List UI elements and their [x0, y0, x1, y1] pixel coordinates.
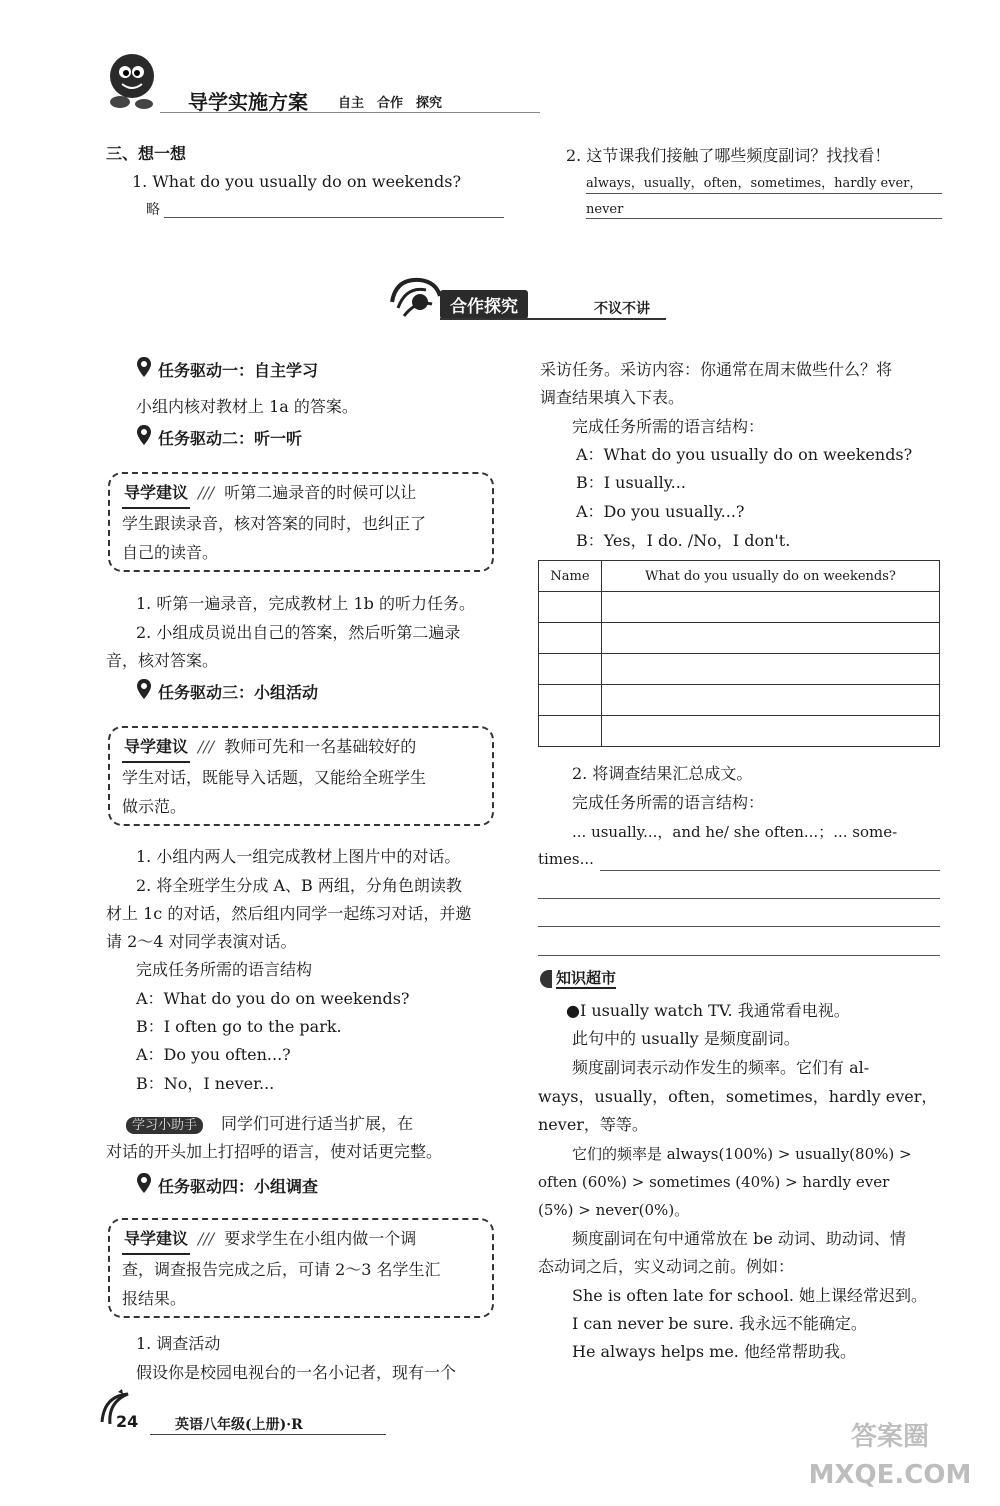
helper-line1: 学习小助手 同学们可进行适当扩展，在 — [126, 1110, 413, 1140]
tip1-line2: 学生跟读录音，核对答案的同时，也纠正了 — [122, 514, 427, 533]
task3-dialog-3: A：Do you often...? — [136, 1045, 291, 1064]
page-number: 24 — [116, 1412, 139, 1431]
table-row — [539, 592, 940, 623]
tip2-line2: 学生对话，既能导入话题，又能给全班学生 — [122, 768, 427, 787]
table-row — [539, 716, 940, 747]
helper-line2: 对话的开头加上打招呼的语言，使对话更完整。 — [106, 1142, 443, 1161]
table-row — [539, 654, 940, 685]
footer-book: 英语八年级(上册)·R — [175, 1417, 303, 1433]
tip-label: 导学建议 — [122, 1224, 190, 1255]
tip-label: 导学建议 — [122, 478, 190, 509]
right-structure-2: 完成任务所需的语言结构： — [572, 793, 765, 812]
banner-swirl-icon — [386, 272, 446, 324]
example-2: I can never be sure. 我永远不能确定。 — [572, 1314, 867, 1333]
location-pin-icon — [136, 678, 152, 709]
header-title: 导学实施方案 — [188, 90, 308, 114]
slash-icon: /// — [198, 737, 215, 756]
table-cell — [602, 654, 940, 685]
task2-item2-line1: 2. 小组成员说出自己的答案，然后听第二遍录 — [136, 623, 461, 642]
knowledge-5-line1: 频度副词在句中通常放在 be 动词、助动词、情 — [572, 1229, 906, 1248]
knowledge-3-line3: never，等等。 — [538, 1115, 648, 1134]
answer-line-1 — [164, 217, 504, 218]
think-answer-1: 略 — [146, 202, 160, 218]
table-header-name: Name — [539, 561, 602, 592]
task1-title: 任务驱动一：自主学习 — [136, 356, 318, 387]
right-cont-line1: 采访任务。采访内容：你通常在周末做些什么？将 — [540, 360, 893, 379]
tip2-line1: 教师可先和一名基础较好的 — [224, 737, 417, 756]
task3-item2-line3: 请 2～4 对同学表演对话。 — [106, 932, 297, 951]
writing-line — [538, 898, 940, 899]
think-heading: 三、想一想 — [106, 144, 187, 163]
watermark: 答案圈 MXQE.COM — [808, 1422, 972, 1490]
tip3-line1: 要求学生在小组内做一个调 — [224, 1229, 417, 1248]
task3-item2-line1: 2. 将全班学生分成 A、B 两组，分角色朗读教 — [136, 876, 462, 895]
tip1-line1: 听第二遍录音的时候可以让 — [224, 483, 417, 502]
writing-line — [538, 926, 940, 927]
table-header-row — [539, 561, 940, 592]
table-cell — [602, 623, 940, 654]
slash-icon: /// — [198, 483, 215, 502]
table-cell — [539, 623, 602, 654]
task4-title: 任务驱动四：小组调查 — [136, 1172, 318, 1203]
task3-title: 任务驱动三：小组活动 — [136, 678, 318, 709]
writing-line — [600, 870, 940, 871]
task2-item1: 1. 听第一遍录音，完成教材上 1b 的听力任务。 — [136, 594, 475, 613]
right-dialog-4: B：Yes，I do. /No，I don't. — [576, 531, 791, 550]
task4-item1-text: 假设你是校园电视台的一名小记者，现有一个 — [136, 1363, 457, 1382]
survey-table — [538, 560, 940, 747]
task4-item1: 1. 调查活动 — [136, 1334, 221, 1353]
example-1: She is often late for school. 她上课经常迟到。 — [572, 1286, 928, 1305]
knowledge-5-line2: 态动词之后，实义动词之前。例如： — [538, 1257, 795, 1276]
mascot-icon — [100, 50, 160, 112]
footer-rule — [150, 1434, 386, 1435]
task1-text: 小组内核对教材上 1a 的答案。 — [136, 397, 358, 416]
task3-dialog-2: B：I often go to the park. — [136, 1017, 342, 1036]
tip-box-3 — [108, 1218, 494, 1318]
example-3: He always helps me. 他经常帮助我。 — [572, 1342, 856, 1361]
knowledge-4-line2: often (60%) > sometimes (40%) > hardly ever — [538, 1173, 890, 1191]
tip-label: 导学建议 — [122, 732, 190, 763]
think-question-2: 2. 这节课我们接触了哪些频度副词？找找看！ — [566, 146, 891, 165]
knowledge-4-line3: (5%) > never(0%)。 — [538, 1201, 690, 1219]
task3-dialog-4: B：No，I never... — [136, 1074, 275, 1093]
table-cell — [602, 716, 940, 747]
location-pin-icon — [136, 424, 152, 455]
knowledge-4-line1: 它们的频率是 always(100%) > usually(80%) > — [572, 1145, 912, 1163]
right-structure-2-line1: ... usually...，and he/ she often...；... some- — [572, 823, 898, 841]
section-banner-note: 不议不讲 — [594, 301, 650, 317]
tip-box-1 — [108, 472, 494, 572]
task2-item2-line2: 音，核对答案。 — [106, 651, 219, 670]
table-cell — [539, 685, 602, 716]
table-header-question: What do you usually do on weekends? — [602, 561, 940, 592]
writing-line — [538, 955, 940, 956]
moon-icon — [540, 970, 552, 988]
knowledge-1: ●I usually watch TV. 我通常看电视。 — [566, 1001, 850, 1020]
tip3-line2: 查，调查报告完成之后，可请 2～3 名学生汇 — [122, 1260, 441, 1279]
table-row — [539, 623, 940, 654]
tip-box-2 — [108, 726, 494, 826]
right-structure-1: 完成任务所需的语言结构： — [572, 417, 765, 436]
table-cell — [602, 685, 940, 716]
tip3-line3: 报结果。 — [122, 1289, 187, 1308]
task3-item1: 1. 小组内两人一组完成教材上图片中的对话。 — [136, 847, 461, 866]
helper-label: 学习小助手 — [126, 1117, 203, 1134]
table-cell — [602, 592, 940, 623]
right-structure-2-line2: times... — [538, 850, 594, 868]
think-question-1: 1. What do you usually do on weekends? — [132, 172, 462, 191]
header-subtitle: 自主 合作 探究 — [338, 96, 443, 111]
right-cont-line2: 调查结果填入下表。 — [540, 388, 685, 407]
section-banner-title: 合作探究 — [440, 290, 528, 319]
header-rule — [160, 112, 540, 113]
right-dialog-1: A：What do you usually do on weekends? — [576, 445, 913, 464]
answer-line-2b — [586, 218, 942, 219]
banner-rule — [440, 318, 666, 320]
table-cell — [539, 592, 602, 623]
task2-title: 任务驱动二：听一听 — [136, 424, 302, 455]
knowledge-3-line2: ways，usually，often，sometimes，hardly ever， — [538, 1087, 938, 1106]
think-answer-2-line1: always，usually，often，sometimes，hardly ever， — [586, 176, 923, 191]
tip1-line3: 自己的读音。 — [122, 543, 219, 562]
task3-structure: 完成任务所需的语言结构 — [136, 960, 313, 979]
knowledge-2: 此句中的 usually 是频度副词。 — [572, 1029, 800, 1048]
think-answer-2-line2: never — [586, 202, 624, 217]
knowledge-3-line1: 频度副词表示动作发生的频率。它们有 al- — [572, 1058, 870, 1077]
answer-line-2a — [586, 193, 942, 194]
tip2-line3: 做示范。 — [122, 797, 187, 816]
table-cell — [539, 716, 602, 747]
task3-item2-line2: 材上 1c 的对话，然后组内同学一起练习对话，并邀 — [106, 904, 472, 923]
table-row — [539, 685, 940, 716]
right-item2: 2. 将调查结果汇总成文。 — [572, 764, 753, 783]
right-dialog-3: A：Do you usually...? — [576, 502, 745, 521]
location-pin-icon — [136, 1172, 152, 1203]
task3-dialog-1: A：What do you do on weekends? — [136, 989, 410, 1008]
slash-icon: /// — [198, 1229, 215, 1248]
location-pin-icon — [136, 356, 152, 387]
table-cell — [539, 654, 602, 685]
right-dialog-2: B：I usually... — [576, 473, 686, 492]
knowledge-title: 知识超市 — [540, 966, 616, 990]
